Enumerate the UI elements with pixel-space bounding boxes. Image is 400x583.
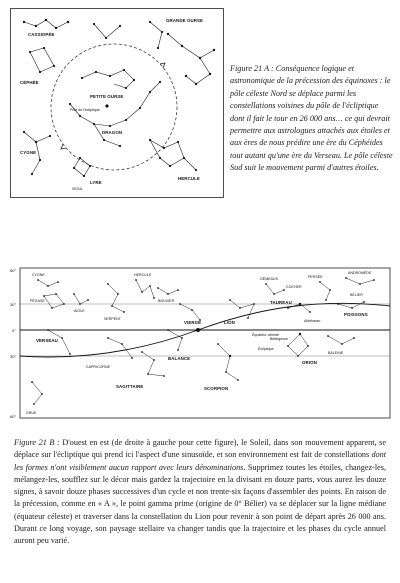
label-cocher: COCHER: [286, 285, 302, 289]
label-lyre: LYRE: [90, 180, 102, 185]
label-cephee: CÉPHÉE: [20, 80, 39, 85]
caption-figure-21b-text-1: D'ouest en est (de droite à gauche pour cette figure), le Soleil, dans son mouvement apparent, se déplace sur l'écliptique qui prend ici l'aspect d'une sinusoïde, et son environnement est fait de constellations: [14, 438, 387, 460]
caption-figure-21a: [230, 63, 393, 175]
label-vierge: VIERGE: [184, 320, 202, 325]
caption-figure-21a-number: Figure 21 A :: [230, 64, 274, 73]
label-cassiopee: CASSIOPÉE: [28, 32, 55, 37]
label-pole-ecliptique: Pôle de l'écliptique: [70, 108, 100, 112]
tick-60s: 60°: [10, 414, 17, 419]
label-capricorne: CAPRICORNE: [86, 365, 110, 369]
label-ecliptique: Écliptique: [258, 347, 274, 351]
label-sagittaire: SAGITTAIRE: [116, 384, 144, 389]
label-cygne: CYGNE: [20, 150, 37, 155]
label-scorpion: SCORPION: [204, 386, 229, 391]
caption-figure-21b: [14, 437, 386, 548]
label-hercule: HERCULE: [134, 273, 152, 277]
label-andromede: ANDROMÈDE: [348, 271, 372, 275]
label-taureau: TAUREAU: [270, 300, 292, 305]
label-lion: LION: [224, 320, 235, 325]
label-aigle: AIGLE: [74, 309, 85, 313]
label-betelgeuse: Bételgeuse: [270, 337, 288, 341]
ecliptic-map-frame: [20, 268, 390, 418]
label-belier: BÉLIER: [350, 293, 363, 297]
label-balance: BALANCE: [168, 356, 191, 361]
label-petite-ourse: PETITE OURSE: [90, 94, 124, 99]
label-baleine: BALEINE: [328, 351, 344, 355]
tick-30s: 30°: [10, 354, 17, 359]
ecliptic-pole-marker: [105, 104, 108, 107]
label-persee: PERSÉE: [308, 275, 323, 279]
label-grande-ourse: GRANDE OURSE: [166, 18, 204, 23]
caption-figure-21b-text-2: . Supprimez toutes les étoiles, changez-les, mélangez-les, soufflez sur le décor mais gardez la trajectoire en la divisant en douze parts, vous aurez les douze signes, à savoir douze phases successives d'un cycle et non trente-six façons d'assembler des points. En raison de la précession, comme en « A », le point gamma prime (origine de 0° Bélier) va se déplacer sur la ligne médiane (équateur céleste) et traverser dans la constellation du Lion pour revenir à son point de départ après 26 000 ans. Durant ce long voyage, son paysage stellaire va changer tandis que la trajectoire et les phases du cycle annuel auront peu varié.: [14, 462, 387, 546]
ecliptic-map-svg: [8, 264, 392, 422]
label-aldebaran: Aldébaran: [304, 319, 321, 323]
caption-figure-21b-number: Figure 21 B :: [14, 438, 60, 447]
tick-60n: 60°: [10, 268, 17, 273]
figure-21b-ecliptic-strip-map: [8, 264, 392, 422]
label-dragon: DRAGON: [102, 130, 123, 135]
gamma-point-marker: [196, 328, 200, 332]
label-orion: ORION: [302, 360, 317, 365]
tick-30n: 30°: [10, 302, 17, 307]
label-grue: GRUE: [26, 411, 37, 415]
label-hercule: HERCULE: [178, 176, 200, 181]
caption-figure-21b-emphasis: dont les formes n'ont visiblement aucun rapport avec leurs dénominations: [14, 450, 386, 472]
label-poissons: POISSONS: [344, 312, 368, 317]
label-verseau: VERSEAU: [36, 338, 58, 343]
label-gemeaux: GÉMEAUX: [260, 277, 278, 281]
label-pegase: PÉGASE: [30, 299, 45, 303]
label-equateur: Équateur céleste: [252, 333, 279, 337]
caption-figure-21a-text: Conséquence logique et astronomique de la précession des équinoxes : le pôle céleste Nord se déplace parmi les constellations voisines du pôle de l'écliptique dont il fait le tour en 26 000 ans… ce qui devrait permettre aux astrologues attachés aux étoiles et aux ères de nous prédire une ère du Céphéides tout autant qu'une ère du Verseau. Le pôle céleste Sud suit le mouvement parmi d'autres étoiles.: [230, 64, 393, 173]
polar-map-svg: [10, 8, 224, 198]
label-serpent: SERPENT: [104, 317, 121, 321]
label-cygne: CYGNE: [32, 273, 45, 277]
label-vega: VEGA: [72, 187, 82, 191]
figure-21a-polar-map: [10, 8, 224, 198]
tick-0: 0°: [12, 328, 16, 333]
label-bouvier: BOUVIER: [158, 299, 175, 303]
